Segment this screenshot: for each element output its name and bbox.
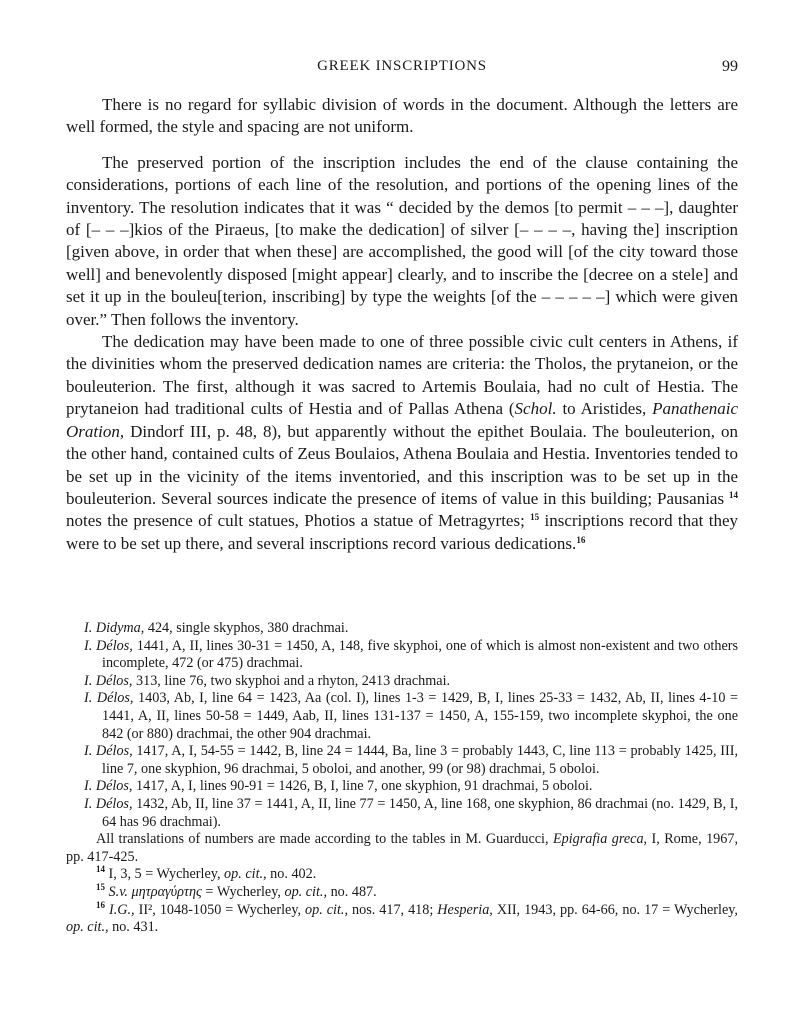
- footnote-number: 14: [96, 864, 105, 875]
- footnote-text: no. 431.: [108, 919, 159, 936]
- footnote-text: 1403, Ab, I, line 64 = 1423, Aa (col. I), lines 1-3 = 1429, B, I, lines 25-33 = 1432, Ab, II, lines 4-10 = 1441, A, II, lines 50-58 = 1449, Aab, II, lines 131-137 = 1450, A, 155-159, two incomplete skyphoi, the one 842 (or 880) drachmai, the other 904 drachmai.: [102, 690, 738, 742]
- footnote-ref: I. Délos,: [84, 637, 133, 654]
- paragraph-3-text: The dedication may have been made to one of three possible civic cult centers in Athens, if the divinities whom the preserved dedication names are criteria: the Tholos, the prytaneion, or the bouleuterion. The first, although it was sacred to Artemis Boulaia, had no cult of Hestia. The prytaneion had traditional cults of Hestia and of Pallas Athena (: [66, 332, 738, 419]
- paragraph-3-text: inscriptions record that they were to be set up there, and several inscriptions record various dedications.: [66, 511, 738, 553]
- footnote-marker-15[interactable]: 15: [530, 512, 540, 523]
- footnote-text: 424, single skyphos, 380 drachmai.: [144, 620, 349, 636]
- paragraph-1: There is no regard for syllabic division of words in the document. Although the letters are well formed, the style and spacing are not uniform.: [66, 95, 738, 137]
- paragraph-3-text: to Aristides,: [556, 399, 653, 419]
- footnote-entry: [66, 778, 738, 796]
- footnote-text: 1417, A, I, 54-55 = 1442, B, line 24 = 1444, Ba, line 3 = probably 1443, C, line 113 = probably 1425, III, line 7, one skyphion, 96 drachmai, 5 oboloi, and another, 99 (or 98) drachmai, 5 oboloi.: [102, 743, 739, 777]
- footnote-ref: I. Délos,: [84, 795, 133, 812]
- footnote-entry: [66, 743, 738, 778]
- footnote-ref: I. Délos,: [84, 690, 134, 707]
- paragraph-2: The preserved portion of the inscription includes the end of the clause containing the considerations, portions of each line of the resolution, and portions of the opening lines of the inventory. The resolution indicates that it was “ decided by the demos [to permit – – –], daughter of [– – –]kios of the Piraeus, [to make the dedication] of silver [– – – –, having the] inscription [given above, in order that when these] are accomplished, the good will [of the city toward those well] and benevolently disposed [might appear] clearly, and to inscribe the [decree on a stele] and set it up in the bouleu[terion, inscribing] by type the weights [of the – – – – –] which were given over.” Then follows the inventory.: [66, 152, 738, 329]
- footnote-text: = Wycherley,: [201, 883, 285, 900]
- oration-ref: Panathenaic Oration,: [66, 399, 739, 441]
- running-header: [66, 58, 738, 80]
- footnote-ref: Hesperia,: [437, 901, 493, 918]
- footnote-text: 1441, A, II, lines 30-31 = 1450, A, 148, five skyphoi, one of which is almost non-existent and two others incomplete, 472 (or 475) drachmai.: [102, 637, 738, 672]
- footnote-ref: op. cit.,: [66, 919, 109, 936]
- footnote-ref: I. Délos,: [84, 743, 133, 760]
- footnote-text: no. 487.: [327, 883, 377, 900]
- footnote-entry: [66, 620, 738, 638]
- footnote-text: I, Rome, 1967, pp. 417-425.: [66, 831, 738, 865]
- paragraph-3: [66, 331, 738, 555]
- footnote-ref: I. Délos,: [84, 778, 133, 795]
- footnote-text: XII, 1943, pp. 64-66, no. 17 = Wycherley,: [492, 901, 738, 918]
- footnote-ref: I. Didyma,: [84, 620, 145, 636]
- footnote-entry: [66, 638, 738, 673]
- paragraph-3-text: Dindorf III, p. 48, 8), but apparently without the epithet Boulaia. The bouleuterion, on the other hand, contained cults of Zeus Boulaios, Athena Boulaia and Hestia. Inventories tended to be set up in the vicinity of the items inventoried, and this inscription was to be set up in the bouleuterion. Several sources indicate the presence of items of value in this building; Pausanias: [66, 421, 738, 508]
- footnote-text: nos. 417, 418;: [348, 901, 438, 918]
- footnote-entry: [66, 796, 738, 831]
- footnote-number: 15: [96, 881, 105, 892]
- footnote-text: 1417, A, I, lines 90-91 = 1426, B, I, line 7, one skyphion, 91 drachmai, 5 oboloi.: [132, 778, 593, 795]
- footnote-marker-16[interactable]: 16: [576, 534, 586, 545]
- footnote-entry: [66, 673, 738, 691]
- footnote-text: no. 402.: [266, 866, 317, 883]
- schol-ref: Schol.: [514, 399, 557, 419]
- footnote-ref: S.v. μητραγύρτης: [105, 883, 202, 900]
- footnote-text: All translations of numbers are made according to the tables in M. Guarducci,: [96, 831, 553, 848]
- footnote-ref: I.G.,: [105, 901, 135, 918]
- footnote-entry: [66, 690, 738, 743]
- body-text: [66, 94, 738, 555]
- footnote-number: 16: [96, 899, 105, 910]
- footnotes: [66, 620, 738, 937]
- footnote-ref: op. cit.,: [305, 901, 349, 918]
- footnote-ref: Epigrafia greca,: [552, 831, 648, 848]
- footnote-16: [66, 899, 738, 937]
- footnote-marker-14[interactable]: 14: [729, 489, 738, 500]
- page-number: 99: [722, 58, 738, 75]
- footnote-text: I, 3, 5 = Wycherley,: [105, 866, 225, 883]
- footnote-note: [66, 831, 738, 866]
- running-title: GREEK INSCRIPTIONS: [317, 58, 487, 74]
- footnote-ref: I. Délos,: [84, 672, 133, 689]
- footnote-14: [66, 866, 738, 884]
- footnote-text: 1432, Ab, II, line 37 = 1441, A, II, line 77 = 1450, A, line 168, one skyphion, 86 drachmai (no. 1429, B, I, 64 has 96 drachmai).: [102, 795, 738, 830]
- footnote-ref: op. cit.,: [284, 883, 328, 900]
- footnote-text: 313, line 76, two skyphoi and a rhyton, 2413 drachmai.: [132, 672, 451, 689]
- footnote-15: [66, 881, 738, 902]
- paragraph-3-text: notes the presence of cult statues, Photios a statue of Metragyrtes;: [66, 511, 525, 531]
- footnote-text: II², 1048-1050 = Wycherley,: [134, 901, 306, 918]
- footnote-ref: op. cit.,: [224, 866, 267, 883]
